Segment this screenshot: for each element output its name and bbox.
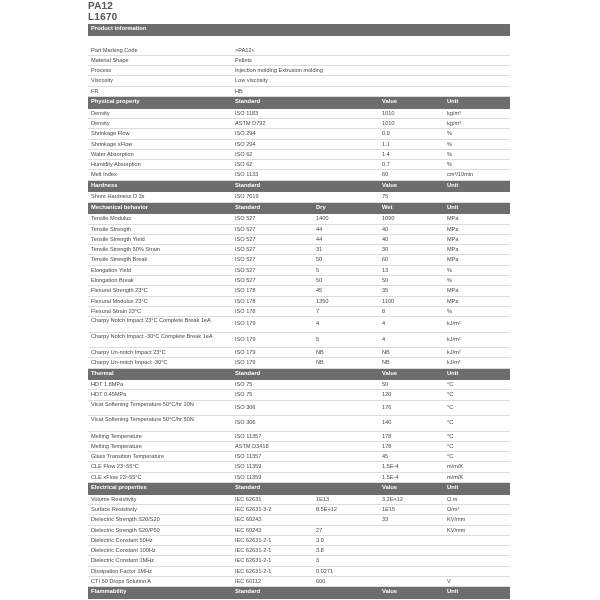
table-cell: IEC 62631-2-1: [235, 548, 272, 555]
table-cell: Pellets: [235, 57, 252, 64]
property-name: Flexural Strain 23°C: [91, 308, 142, 315]
table-cell: 178: [382, 433, 392, 440]
table-row: [88, 333, 510, 348]
table-row: [88, 390, 510, 400]
table-row: [88, 235, 510, 245]
column-header: Unit: [447, 485, 459, 492]
table-cell: IEC 62631-3-2: [235, 506, 272, 513]
property-name: Surface Resistivity: [91, 506, 138, 513]
table-cell: IEC 60243: [235, 517, 262, 524]
table-cell: ISO 178: [235, 308, 256, 315]
table-cell: 40: [382, 236, 389, 243]
table-row: [88, 307, 510, 317]
property-name: Part Marking Code: [91, 47, 138, 54]
table-cell: ISO 7619: [235, 194, 259, 201]
table-cell: 1350: [316, 298, 329, 305]
table-cell: 178: [382, 443, 392, 450]
table-cell: 8.5E+12: [316, 506, 337, 513]
table-cell: kJ/m²: [447, 349, 461, 356]
table-row: [88, 245, 510, 255]
table-cell: HB: [235, 88, 243, 95]
table-cell: ISO 294: [235, 141, 256, 148]
column-header: Standard: [235, 589, 261, 596]
table-row: [88, 87, 510, 97]
table-cell: %: [447, 278, 452, 285]
table-cell: IEC 60112: [235, 579, 262, 585]
table-cell: NB: [316, 349, 324, 356]
table-cell: %: [447, 141, 452, 148]
table-cell: V: [447, 579, 451, 585]
table-cell: 4: [316, 321, 320, 328]
table-row: [88, 556, 510, 566]
property-name: Volume Resistivity: [91, 496, 137, 503]
table-row: [88, 546, 510, 556]
table-row: [88, 358, 510, 368]
table-cell: 1E15: [382, 506, 396, 513]
property-name: Melt Index: [91, 172, 117, 179]
table-row: [88, 462, 510, 472]
table-cell: 0.7: [382, 162, 390, 169]
table-cell: 1E13: [316, 496, 330, 503]
table-cell: m/m/K: [447, 464, 464, 471]
table-cell: MPa: [447, 298, 459, 305]
property-name: HDT 1.8MPa: [91, 382, 124, 389]
property-name: Charpy Un-notch Impact 23°C: [91, 349, 166, 356]
property-name: HDT 0.45MPa: [91, 392, 127, 399]
table-cell: 176: [382, 404, 392, 411]
section-title: Mechanical behavior: [91, 204, 149, 211]
table-cell: ISO 1183: [235, 110, 259, 117]
table-cell: kJ/m²: [447, 360, 461, 367]
column-header: Unit: [447, 204, 459, 211]
property-name: Shrinkage Flow: [91, 131, 130, 138]
section-title: Thermal: [91, 370, 114, 377]
table-row: [88, 473, 510, 483]
table-row: [88, 401, 510, 416]
table-row: [88, 577, 510, 587]
table-row: [88, 76, 510, 86]
table-cell: 30: [382, 247, 389, 254]
table-row: [88, 225, 510, 235]
property-name: Dielectric Strength S20/S20: [91, 517, 160, 524]
table-cell: NB: [382, 349, 390, 356]
property-sections: [88, 24, 510, 599]
property-name: Dielectric Constant 100Hz: [91, 548, 156, 555]
table-cell: 5: [316, 336, 320, 343]
property-name: Tensile Modulus: [91, 216, 132, 223]
table-cell: °C: [447, 392, 454, 399]
column-header: Value: [382, 182, 398, 189]
table-cell: kg/m³: [447, 120, 461, 127]
table-cell: ISO 75: [235, 392, 253, 399]
table-cell: ASTM D3418: [235, 443, 269, 450]
section-header: [88, 587, 510, 599]
property-name: Tensile Strength Yield: [91, 236, 145, 243]
section-title: Product information: [91, 26, 147, 32]
table-cell: MPa: [447, 247, 459, 254]
table-row: [88, 214, 510, 224]
table-cell: ISO 62: [235, 162, 253, 169]
table-cell: ISO 179: [235, 349, 256, 356]
property-name: CLE xFlow 23~55°C: [91, 474, 142, 481]
table-cell: 45: [382, 454, 389, 461]
table-cell: ISO 527: [235, 278, 256, 285]
table-cell: ISO 527: [235, 236, 256, 243]
column-header: Unit: [447, 589, 459, 596]
property-name: Process: [91, 68, 112, 75]
table-row: [88, 567, 510, 577]
table-cell: NB: [316, 360, 324, 367]
table-cell: Ω.m: [447, 496, 458, 503]
table-cell: IEC 62631: [235, 496, 262, 503]
table-cell: 50: [382, 382, 389, 389]
property-name: Dielectric Constant 1MHz: [91, 558, 155, 565]
column-header: Standard: [235, 182, 261, 189]
table-cell: 33: [382, 517, 389, 524]
table-cell: ISO 527: [235, 216, 256, 223]
property-name: Shrinkage xFlow: [91, 141, 133, 148]
table-cell: ISO 179: [235, 360, 256, 367]
product-code: L1670: [88, 12, 118, 23]
table-cell: ISO 527: [235, 257, 256, 264]
column-header: Dry: [316, 204, 326, 211]
table-cell: 50: [382, 278, 389, 285]
table-cell: 1.5E-4: [382, 464, 399, 471]
property-name: Tensile Strength Break: [91, 257, 148, 264]
table-cell: 3.8: [316, 548, 324, 555]
table-row: [88, 129, 510, 139]
table-cell: 3.9: [316, 537, 324, 544]
table-cell: 1010: [382, 120, 395, 127]
table-cell: 40: [382, 226, 389, 233]
property-name: Melting Temperature: [91, 433, 142, 440]
table-cell: 44: [316, 226, 323, 233]
table-row: [88, 452, 510, 462]
property-name: Material Shape: [91, 57, 129, 64]
column-header: Unit: [447, 99, 459, 106]
table-cell: ISO 306: [235, 420, 256, 427]
table-cell: 1.1: [382, 141, 390, 148]
property-name: Dielectric Strength S20/P50: [91, 527, 160, 534]
table-cell: 5: [316, 267, 320, 274]
table-cell: kJ/m²: [447, 336, 461, 343]
table-row: [88, 109, 510, 119]
table-cell: 600: [316, 579, 326, 585]
table-cell: 1010: [382, 110, 395, 117]
table-cell: 1.4: [382, 151, 390, 158]
column-header: Wet: [382, 204, 393, 211]
property-name: Density: [91, 110, 110, 117]
column-header: Value: [382, 485, 398, 492]
table-cell: 44: [316, 236, 323, 243]
property-name: Charpy Notch Impact -30°C Complete Break 1eA: [91, 333, 213, 340]
section-product-information: [88, 24, 510, 97]
column-header: Standard: [235, 204, 261, 211]
section-thermal: [88, 369, 510, 483]
property-name: Water Absorption: [91, 151, 134, 158]
table-cell: ISO 294: [235, 131, 256, 138]
column-header: Value: [382, 99, 398, 106]
table-cell: 27: [316, 527, 323, 534]
table-cell: MPa: [447, 236, 459, 243]
table-row: [88, 286, 510, 296]
product-grade: PA12: [88, 1, 114, 12]
property-name: Melting Temperature: [91, 443, 142, 450]
table-cell: ISO 62: [235, 151, 253, 158]
table-row: [88, 266, 510, 276]
table-cell: 50: [316, 257, 323, 264]
table-cell: ISO 11357: [235, 433, 262, 440]
table-cell: 1.5E-4: [382, 474, 399, 481]
table-cell: 13: [382, 267, 389, 274]
column-header: Value: [382, 589, 398, 596]
table-row: [88, 515, 510, 525]
property-name: CTI 50 Drops Solution A: [91, 579, 152, 585]
table-cell: °C: [447, 420, 454, 427]
section-header: [88, 181, 510, 193]
property-name: FR: [91, 88, 99, 95]
property-name: Dielectric Constant 50Hz: [91, 537, 153, 544]
spacer: [88, 36, 510, 46]
table-cell: IEC 60243: [235, 527, 262, 534]
table-cell: 1090: [382, 216, 395, 223]
table-cell: %: [447, 151, 452, 158]
table-cell: ISO 527: [235, 267, 256, 274]
table-cell: ISO 527: [235, 226, 256, 233]
property-name: Flexural Modulus 23°C: [91, 298, 148, 305]
table-row: [88, 56, 510, 66]
table-cell: °C: [447, 404, 454, 411]
section-hardness: [88, 181, 510, 203]
property-name: CLE Flow 23~55°C: [91, 464, 139, 471]
table-row: [88, 416, 510, 431]
section-header: [88, 97, 510, 109]
property-name: Elongation Yield: [91, 267, 132, 274]
table-cell: ISO 11359: [235, 474, 262, 481]
table-cell: %: [447, 267, 452, 274]
table-cell: ISO 1133: [235, 172, 259, 179]
table-row: [88, 297, 510, 307]
table-row: [88, 150, 510, 160]
table-row: [88, 380, 510, 390]
property-name: Charpy Un-notch Impact -30°C: [91, 360, 168, 367]
property-name: Density: [91, 120, 110, 127]
table-cell: ISO 179: [235, 321, 256, 328]
property-name: Flexural Strength 23°C: [91, 288, 148, 295]
table-cell: MPa: [447, 257, 459, 264]
table-row: [88, 536, 510, 546]
table-cell: °C: [447, 443, 454, 450]
table-cell: KV/mm: [447, 527, 466, 534]
table-row: [88, 66, 510, 76]
table-row: [88, 495, 510, 505]
table-cell: >PA12<: [235, 47, 255, 54]
table-cell: °C: [447, 433, 454, 440]
table-cell: 8: [382, 308, 386, 315]
table-row: [88, 442, 510, 452]
section-flammability: [88, 587, 510, 599]
property-name: Glass Transition Temperature: [91, 454, 164, 461]
table-cell: MPa: [447, 226, 459, 233]
property-name: Shore Hardness D 3s: [91, 194, 145, 201]
table-cell: Ω/m²: [447, 506, 460, 513]
property-name: Vicat Softening Temperature 50°C/hr 10N: [91, 401, 194, 408]
column-header: Standard: [235, 99, 261, 106]
table-cell: KV/mm: [447, 517, 466, 524]
table-cell: ISO 11357: [235, 454, 262, 461]
property-name: Dissipation Factor 1MHz: [91, 568, 152, 575]
table-cell: cm³/10min: [447, 172, 474, 179]
column-header: Unit: [447, 370, 459, 377]
section-header: [88, 483, 510, 495]
property-name: Elongation Break: [91, 278, 134, 285]
property-name: Charpy Notch Impact 23°C Complete Break 1eA: [91, 318, 211, 325]
section-title: Hardness: [91, 182, 118, 189]
section-title: Flammability: [91, 589, 127, 596]
table-cell: ISO 527: [235, 247, 256, 254]
table-cell: 140: [382, 420, 392, 427]
section-header: [88, 369, 510, 381]
table-cell: °C: [447, 454, 454, 461]
table-row: [88, 432, 510, 442]
column-header: Unit: [447, 182, 459, 189]
property-name: Humidity Absorption: [91, 162, 141, 169]
table-cell: 3.2E+12: [382, 496, 403, 503]
property-name: Tensile Strength: [91, 226, 132, 233]
table-cell: ASTM D792: [235, 120, 266, 127]
property-name: Viscosity: [91, 78, 113, 85]
table-cell: %: [447, 308, 452, 315]
table-cell: %: [447, 162, 452, 169]
section-header: [88, 203, 510, 215]
property-name: Tensile Strength 50% Strain: [91, 247, 161, 254]
table-cell: kJ/m²: [447, 321, 461, 328]
table-row: [88, 317, 510, 332]
table-cell: ISO 11359: [235, 464, 262, 471]
table-cell: MPa: [447, 216, 459, 223]
section-title: Electrical properties: [91, 485, 147, 492]
table-row: [88, 526, 510, 536]
table-cell: MPa: [447, 288, 459, 295]
table-cell: IEC 62631-2-1: [235, 537, 272, 544]
table-row: [88, 119, 510, 129]
table-cell: 50: [316, 278, 323, 285]
table-cell: 0.9: [382, 131, 390, 138]
table-cell: ISO 306: [235, 404, 256, 411]
table-row: [88, 192, 510, 202]
table-cell: 4: [382, 336, 386, 343]
section-mechanical-behavior: [88, 203, 510, 369]
table-cell: NB: [382, 360, 390, 367]
table-cell: ISO 179: [235, 336, 256, 343]
section-header: [88, 24, 510, 36]
table-cell: 35: [382, 288, 389, 295]
table-cell: IEC 62631-2-1: [235, 558, 272, 565]
table-cell: 60: [382, 172, 389, 179]
table-row: [88, 170, 510, 180]
column-header: Standard: [235, 370, 261, 377]
column-header: Value: [382, 370, 398, 377]
table-cell: 1100: [382, 298, 395, 305]
table-cell: ISO 178: [235, 288, 256, 295]
table-row: [88, 505, 510, 515]
property-name: Vicat Softening Temperature 50°C/hr 50N: [91, 417, 194, 424]
table-cell: 4: [382, 321, 386, 328]
table-cell: kg/m³: [447, 110, 461, 117]
table-cell: 45: [316, 288, 323, 295]
table-cell: ISO 178: [235, 298, 256, 305]
table-cell: 120: [382, 392, 392, 399]
table-cell: 0.0271: [316, 568, 334, 575]
table-row: [88, 255, 510, 265]
section-title: Physical property: [91, 99, 140, 106]
table-row: [88, 46, 510, 56]
table-cell: 1400: [316, 216, 329, 223]
column-header: Standard: [235, 485, 261, 492]
table-row: [88, 348, 510, 358]
table-cell: Injection molding Extrusion molding: [235, 68, 323, 75]
table-row: [88, 276, 510, 286]
table-cell: 60: [382, 257, 389, 264]
table-cell: 31: [316, 247, 323, 254]
table-cell: °C: [447, 382, 454, 389]
table-row: [88, 160, 510, 170]
section-electrical-properties: [88, 483, 510, 587]
table-cell: ISO 75: [235, 382, 253, 389]
table-cell: m/m/K: [447, 474, 464, 481]
table-cell: %: [447, 131, 452, 138]
table-cell: 3: [316, 558, 320, 565]
table-cell: 7: [316, 308, 320, 315]
table-cell: Low viscosity: [235, 78, 268, 85]
table-row: [88, 140, 510, 150]
table-cell: 75: [382, 194, 389, 201]
section-physical-property: [88, 97, 510, 181]
table-cell: IEC 62631-2-1: [235, 568, 272, 575]
